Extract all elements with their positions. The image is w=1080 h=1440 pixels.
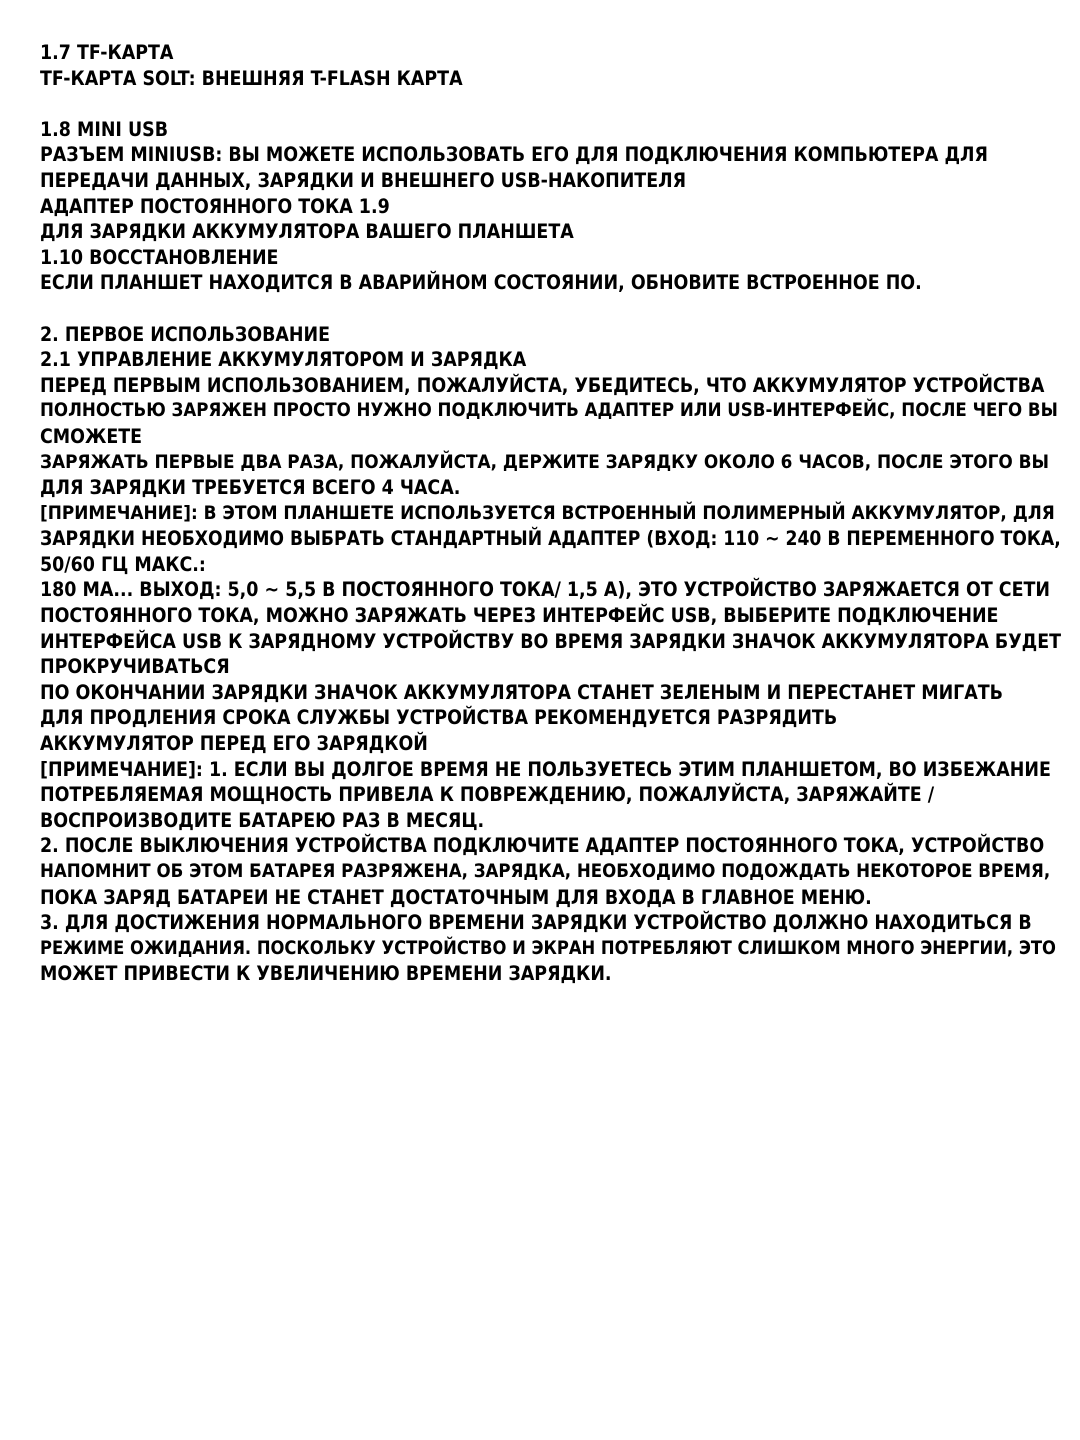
note-line: [ПРИМЕЧАНИЕ]: 1. ЕСЛИ ВЫ ДОЛГОЕ ВРЕМЯ НЕ ПОЛЬЗУЕТЕСЬ ЭТИМ ПЛАНШЕТОМ, ВО ИЗБЕЖАНИЕ bbox=[40, 757, 1051, 781]
paragraph-line: 3. ДЛЯ ДОСТИЖЕНИЯ НОРМАЛЬНОГО ВРЕМЕНИ ЗАРЯДКИ УСТРОЙСТВО ДОЛЖНО НАХОДИТЬСЯ В bbox=[40, 911, 1032, 935]
paragraph-line: СМОЖЕТЕ bbox=[40, 424, 143, 448]
section-heading-battery-charging: 2.1 УПРАВЛЕНИЕ АККУМУЛЯТОРОМ И ЗАРЯДКА bbox=[40, 348, 527, 372]
paragraph-line: ПОКА ЗАРЯД БАТАРЕИ НЕ СТАНЕТ ДОСТАТОЧНЫМ ДЛЯ ВХОДА В ГЛАВНОЕ МЕНЮ. bbox=[40, 885, 872, 909]
section-heading-tf-card: 1.7 TF-КАРТА bbox=[40, 41, 174, 64]
paragraph-line: ЕСЛИ ПЛАНШЕТ НАХОДИТСЯ В АВАРИЙНОМ СОСТОЯНИИ, ОБНОВИТЕ ВСТРОЕННОЕ ПО. bbox=[40, 271, 922, 295]
section-heading-mini-usb: 1.8 MINI USB bbox=[40, 117, 168, 141]
paragraph-line: ПО ОКОНЧАНИИ ЗАРЯДКИ ЗНАЧОК АККУМУЛЯТОРА СТАНЕТ ЗЕЛЕНЫМ И ПЕРЕСТАНЕТ МИГАТЬ bbox=[40, 680, 1003, 704]
paragraph-line: ПРОКРУЧИВАТЬСЯ bbox=[40, 655, 230, 679]
paragraph-line: ПЕРЕДАЧИ ДАННЫХ, ЗАРЯДКИ И ВНЕШНЕГО USB-НАКОПИТЕЛЯ bbox=[40, 168, 687, 192]
paragraph-line: ИНТЕРФЕЙСА USB К ЗАРЯДНОМУ УСТРОЙСТВУ ВО ВРЕМЯ ЗАРЯДКИ ЗНАЧОК АККУМУЛЯТОРА БУДЕТ bbox=[40, 629, 1062, 653]
section-heading-first-use: 2. ПЕРВОЕ ИСПОЛЬЗОВАНИЕ bbox=[40, 322, 330, 346]
paragraph-line: ПОСТОЯННОГО ТОКА, МОЖНО ЗАРЯЖАТЬ ЧЕРЕЗ ИНТЕРФЕЙС USB, ВЫБЕРИТЕ ПОДКЛЮЧЕНИЕ bbox=[40, 604, 999, 628]
paragraph-line: ЗАРЯДКИ НЕОБХОДИМО ВЫБРАТЬ СТАНДАРТНЫЙ АДАПТЕР (ВХОД: 110 ~ 240 В ПЕРЕМЕННОГО ТОКА, bbox=[40, 527, 1061, 551]
section-heading-recovery: 1.10 ВОССТАНОВЛЕНИЕ bbox=[40, 245, 279, 269]
blank-line bbox=[40, 296, 1065, 322]
paragraph-line: РАЗЪЕМ MINIUSB: ВЫ МОЖЕТЕ ИСПОЛЬЗОВАТЬ ЕГО ДЛЯ ПОДКЛЮЧЕНИЯ КОМПЬЮТЕРА ДЛЯ bbox=[40, 143, 988, 167]
paragraph-line: ПОЛНОСТЬЮ ЗАРЯЖЕН ПРОСТО НУЖНО ПОДКЛЮЧИТЬ АДАПТЕР ИЛИ USB-ИНТЕРФЕЙС, ПОСЛЕ ЧЕГО ВЫ bbox=[40, 400, 1058, 422]
paragraph-line: ПЕРЕД ПЕРВЫМ ИСПОЛЬЗОВАНИЕМ, ПОЖАЛУЙСТА, УБЕДИТЕСЬ, ЧТО АККУМУЛЯТОР УСТРОЙСТВА bbox=[40, 373, 1045, 397]
note-line: [ПРИМЕЧАНИЕ]: В ЭТОМ ПЛАНШЕТЕ ИСПОЛЬЗУЕТСЯ ВСТРОЕННЫЙ ПОЛИМЕРНЫЙ АККУМУЛЯТОР, ДЛЯ bbox=[40, 502, 1055, 524]
blank-line bbox=[40, 91, 1065, 117]
paragraph-line: ПОТРЕБЛЯЕМАЯ МОЩНОСТЬ ПРИВЕЛА К ПОВРЕЖДЕНИЮ, ПОЖАЛУЙСТА, ЗАРЯЖАЙТЕ / bbox=[40, 783, 935, 807]
paragraph-line: ДЛЯ ПРОДЛЕНИЯ СРОКА СЛУЖБЫ УСТРОЙСТВА РЕКОМЕНДУЕТСЯ РАЗРЯДИТЬ bbox=[40, 706, 838, 730]
paragraph-line: МОЖЕТ ПРИВЕСТИ К УВЕЛИЧЕНИЮ ВРЕМЕНИ ЗАРЯДКИ. bbox=[40, 962, 612, 986]
paragraph-line: 50/60 ГЦ МАКС.: bbox=[40, 552, 206, 576]
paragraph-line: 2. ПОСЛЕ ВЫКЛЮЧЕНИЯ УСТРОЙСТВА ПОДКЛЮЧИТЕ АДАПТЕР ПОСТОЯННОГО ТОКА, УСТРОЙСТВО bbox=[40, 834, 1045, 858]
paragraph-line: НАПОМНИТ ОБ ЭТОМ БАТАРЕЯ РАЗРЯЖЕНА, ЗАРЯДКА, НЕОБХОДИМО ПОДОЖДАТЬ НЕКОТОРОЕ ВРЕМЯ, bbox=[40, 861, 1051, 882]
paragraph-line: TF-КАРТА SOLT: ВНЕШНЯЯ T-FLASH КАРТА bbox=[40, 66, 463, 90]
paragraph-line: ДЛЯ ЗАРЯДКИ ТРЕБУЕТСЯ ВСЕГО 4 ЧАСА. bbox=[40, 476, 461, 500]
paragraph-line: РЕЖИМЕ ОЖИДАНИЯ. ПОСКОЛЬКУ УСТРОЙСТВО И ЭКРАН ПОТРЕБЛЯЮТ СЛИШКОМ МНОГО ЭНЕРГИИ, ЭТО bbox=[40, 937, 1056, 959]
paragraph-line: ДЛЯ ЗАРЯДКИ АККУМУЛЯТОРА ВАШЕГО ПЛАНШЕТА bbox=[40, 220, 574, 244]
paragraph-line: 180 МА... ВЫХОД: 5,0 ~ 5,5 В ПОСТОЯННОГО ТОКА/ 1,5 А), ЭТО УСТРОЙСТВО ЗАРЯЖАЕТСЯ ОТ СЕТИ bbox=[40, 578, 1051, 602]
paragraph-line: АККУМУЛЯТОР ПЕРЕД ЕГО ЗАРЯДКОЙ bbox=[40, 732, 428, 756]
document-page bbox=[40, 40, 1065, 987]
paragraph-line: ВОСПРОИЗВОДИТЕ БАТАРЕЮ РАЗ В МЕСЯЦ. bbox=[40, 808, 485, 832]
section-heading-dc-adapter: АДАПТЕР ПОСТОЯННОГО ТОКА 1.9 bbox=[40, 194, 390, 218]
paragraph-line: ЗАРЯЖАТЬ ПЕРВЫЕ ДВА РАЗА, ПОЖАЛУЙСТА, ДЕРЖИТЕ ЗАРЯДКУ ОКОЛО 6 ЧАСОВ, ПОСЛЕ ЭТОГО ВЫ bbox=[40, 451, 1050, 473]
